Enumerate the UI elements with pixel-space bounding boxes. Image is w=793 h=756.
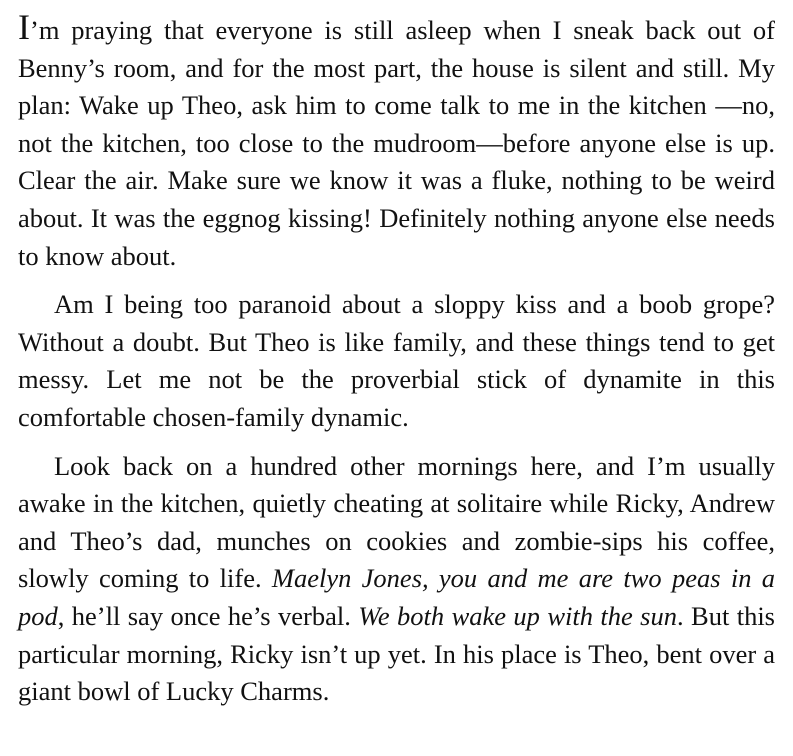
text-segment: , he’ll say once he’s verbal. bbox=[57, 600, 359, 631]
text-segment: Look back on a hundred other mornings here, and I’m usually awake in the kitchen, quietly cheating at solitaire while Ricky, Andrew and Theo’s dad, munches on cookies and zombie-sips his coffee, slowly coming to life. bbox=[18, 450, 775, 594]
text-segment: ’m praying that everyone is still asleep when I sneak back out of Benny’s room, and for the most part, the house is silent and still. My plan: Wake up Theo, ask him to come talk to me in the kitchen —no, not the kitchen, too close to the mudroom—before anyone else is up. Clear the air. Make sure we know it was a fluke, nothing to be weird about. It was the eggnog kissing! Definitely nothing anyone else needs to know about. bbox=[18, 15, 775, 271]
document-page bbox=[18, 7, 775, 711]
text-segment: Am I being too paranoid about a sloppy kiss and a boob grope? Without a doubt. But Theo is like family, and these things tend to get messy. Let me not be the proverbial stick of dynamite in this comfortable chosen-family dynamic. bbox=[18, 289, 775, 432]
paragraph-3 bbox=[18, 448, 775, 711]
italic-dialogue: Maelyn Jones, you and me are two peas in a pod bbox=[18, 563, 775, 631]
paragraph-2 bbox=[18, 286, 775, 436]
italic-dialogue: We both wake up with the sun bbox=[358, 600, 677, 631]
drop-cap: I bbox=[18, 7, 30, 47]
paragraph-1 bbox=[18, 7, 775, 275]
text-segment: . But this particular morning, Ricky isn’t up yet. In his place is Theo, bent over a giant bowl of Lucky Charms. bbox=[18, 600, 775, 707]
